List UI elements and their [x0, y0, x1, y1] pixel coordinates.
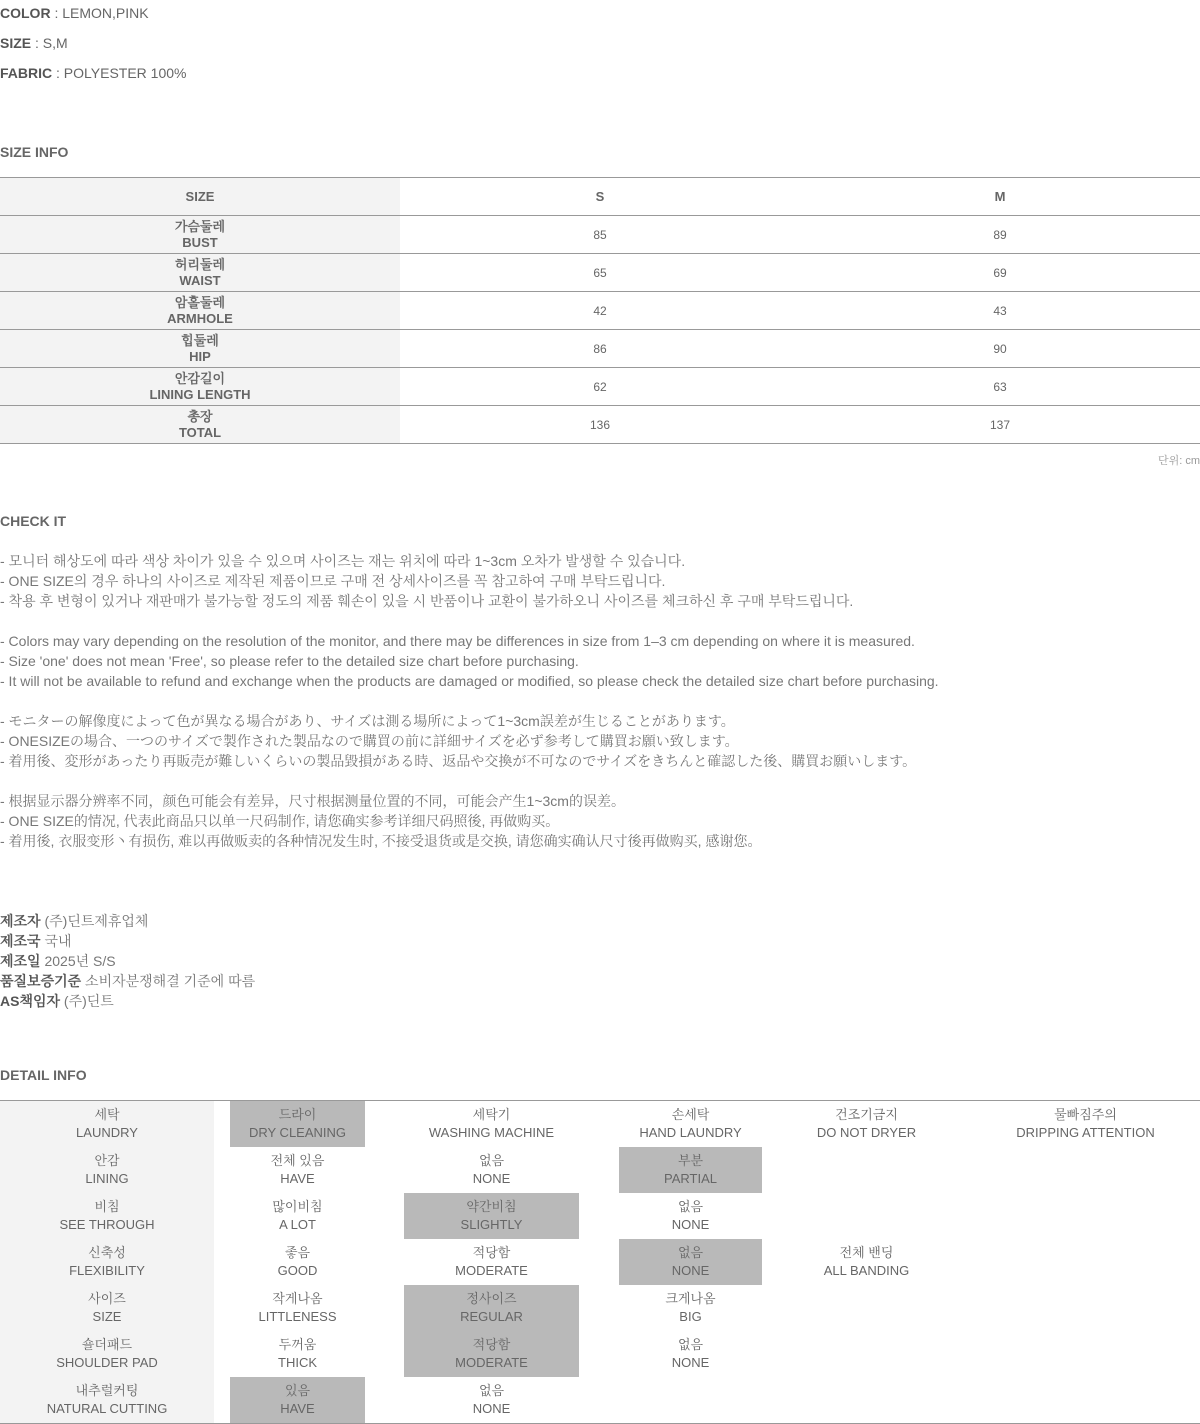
detail-table — [0, 1100, 1200, 1424]
detail-option-en: NONE — [671, 1217, 710, 1232]
size-row-label-kr: 암홀둘레 — [174, 294, 226, 310]
spec-label: FABRIC — [0, 65, 53, 81]
check-line: - ONE SIZE의 경우 하나의 사이즈로 제작된 제품이므로 구매 전 상세사이즈를 꼭 참고하여 구매 부탁드립니다. — [0, 573, 666, 589]
detail-gap — [214, 1239, 230, 1285]
detail-option — [230, 1193, 365, 1239]
detail-label-kr: 내추럴커팅 — [75, 1383, 139, 1398]
detail-row-label-cell — [0, 1331, 214, 1377]
detail-option — [762, 1147, 971, 1193]
detail-row-label-cell — [0, 1285, 214, 1331]
detail-option — [404, 1193, 579, 1239]
detail-option — [619, 1193, 762, 1239]
size-row-label-en: BUST — [182, 234, 218, 250]
detail-option — [619, 1377, 762, 1424]
detail-option-kr: 없음 — [478, 1153, 505, 1168]
detail-row — [0, 1285, 1200, 1331]
detail-option-cell — [619, 1285, 762, 1331]
detail-option-en: THICK — [278, 1355, 317, 1370]
detail-option-cell — [230, 1239, 365, 1285]
detail-gap — [579, 1331, 619, 1377]
detail-row-label — [0, 1239, 214, 1285]
detail-option-cell — [404, 1147, 579, 1193]
detail-option-en: HAVE — [280, 1401, 315, 1416]
detail-option — [404, 1239, 579, 1285]
detail-option-cell — [762, 1193, 971, 1239]
detail-option — [971, 1377, 1200, 1424]
detail-row-label-cell — [0, 1239, 214, 1285]
maker-label: 품질보증기준 — [0, 973, 82, 989]
size-table-row — [0, 368, 1200, 406]
detail-gap — [365, 1239, 404, 1285]
check-line: - ONE SIZE的情况, 代表此商品只以单一尺码制作, 请您确实参考详细尺码照後, 再做购买。 — [0, 813, 560, 829]
detail-label-kr: 사이즈 — [88, 1291, 126, 1306]
size-table-row — [0, 216, 1200, 254]
size-row-label — [0, 330, 400, 368]
size-value-s: 42 — [400, 292, 800, 330]
detail-option-cell — [971, 1101, 1200, 1147]
check-line: - 着用後、変形があったり再販売が難しいくらいの製品毀損がある時、返品や交換が不可なのでサイズをきちんと確認した後、購買お願いします。 — [0, 753, 917, 769]
detail-gap — [214, 1193, 230, 1239]
detail-row-label-cell — [0, 1147, 214, 1193]
detail-info-title: DETAIL INFO — [0, 1067, 87, 1083]
detail-option-kr: 부분 — [677, 1153, 704, 1168]
detail-option — [404, 1285, 579, 1331]
detail-option-kr: 약간비침 — [466, 1199, 517, 1214]
detail-option-en: LITTLENESS — [258, 1309, 337, 1324]
detail-option-en: BIG — [679, 1309, 702, 1324]
check-line: - モニターの解像度によって色が異なる場合があり、サイズは測る場所によって1~3cm誤差が生じることがあります。 — [0, 713, 735, 729]
detail-row — [0, 1101, 1200, 1148]
size-row-label-en: TOTAL — [178, 424, 222, 440]
detail-option-kr: 많이비침 — [272, 1199, 323, 1214]
detail-option-en: HAVE — [280, 1171, 315, 1186]
detail-option-kr: 물빠짐주의 — [1054, 1107, 1117, 1122]
detail-option — [762, 1285, 971, 1331]
detail-option — [404, 1147, 579, 1193]
size-value-s: 62 — [400, 368, 800, 406]
size-row-label-kr: 허리둘레 — [174, 256, 226, 272]
detail-option-kr: 없음 — [478, 1383, 505, 1398]
size-value-s: 85 — [400, 216, 800, 254]
detail-option-kr: 적당함 — [472, 1245, 511, 1260]
size-row-label-en: HIP — [189, 348, 211, 364]
detail-option-kr: 건조기금지 — [835, 1107, 898, 1122]
maker-label: 제조일 — [0, 953, 41, 969]
maker-value: 소비자분쟁해결 기준에 따름 — [81, 973, 256, 989]
detail-gap — [579, 1377, 619, 1424]
detail-gap — [365, 1331, 404, 1377]
detail-option-cell — [619, 1193, 762, 1239]
size-row-label — [0, 254, 400, 292]
size-value-m: 63 — [800, 368, 1200, 406]
detail-row-label-cell — [0, 1193, 214, 1239]
detail-table-body — [0, 1101, 1200, 1424]
detail-option-en: DRY CLEANING — [248, 1125, 347, 1140]
maker-as — [0, 991, 114, 1011]
detail-label-en: SHOULDER PAD — [56, 1355, 158, 1370]
size-header-s: S — [400, 178, 800, 216]
check-english — [0, 631, 939, 691]
detail-option — [619, 1101, 762, 1148]
detail-label-kr: 비침 — [94, 1199, 120, 1214]
detail-option-selected — [619, 1239, 762, 1285]
detail-row — [0, 1239, 1200, 1285]
detail-label-kr: 신축성 — [88, 1245, 126, 1260]
size-header-m: M — [800, 178, 1200, 216]
detail-option-en: DO NOT DRYER — [816, 1125, 917, 1140]
detail-option — [762, 1193, 971, 1239]
detail-gap — [214, 1101, 230, 1148]
detail-option — [762, 1377, 971, 1424]
detail-option — [619, 1239, 762, 1285]
maker-country — [0, 931, 72, 951]
size-table-row — [0, 406, 1200, 444]
detail-option — [230, 1377, 365, 1424]
check-line: - 根据显示器分辨率不同，颜色可能会有差异，尺寸根据测量位置的不同，可能会产生1~3cm的误差。 — [0, 793, 625, 809]
detail-option — [762, 1331, 971, 1377]
check-chinese — [0, 791, 761, 851]
detail-gap — [214, 1147, 230, 1193]
maker-value: 국내 — [40, 933, 72, 949]
detail-option — [230, 1147, 365, 1193]
spec-value: : LEMON,PINK — [50, 5, 149, 21]
detail-option — [762, 1101, 971, 1148]
maker-value: (주)딘트 — [60, 993, 114, 1009]
detail-label-en: SIZE — [92, 1309, 122, 1324]
detail-option-cell — [762, 1331, 971, 1377]
check-line: - 모니터 해상도에 따라 색상 차이가 있을 수 있으며 사이즈는 재는 위치에 따라 1~3cm 오차가 발생할 수 있습니다. — [0, 553, 686, 569]
spec-label: COLOR — [0, 5, 51, 21]
detail-option — [971, 1101, 1200, 1148]
check-line: - ONESIZEの場合、一つのサイズで製作された製品なので購買の前に詳細サイズを必ず参考して購買お願い致します。 — [0, 733, 739, 749]
detail-option-en: NONE — [671, 1355, 710, 1370]
size-table-body — [0, 216, 1200, 444]
size-value-s: 86 — [400, 330, 800, 368]
detail-option-kr: 세탁기 — [472, 1107, 511, 1122]
detail-option-cell — [762, 1101, 971, 1147]
detail-label-en: LINING — [85, 1171, 129, 1186]
size-value-m: 69 — [800, 254, 1200, 292]
spec-color — [0, 3, 149, 23]
detail-option-cell — [971, 1239, 1200, 1285]
detail-option-cell — [404, 1239, 579, 1285]
detail-label-en: NATURAL CUTTING — [46, 1401, 168, 1416]
detail-option-en: A LOT — [279, 1217, 316, 1232]
detail-option-en: SLIGHTLY — [460, 1217, 523, 1232]
detail-option-kr: 전체 있음 — [270, 1153, 325, 1168]
detail-option — [230, 1101, 365, 1148]
maker-quality — [0, 971, 255, 991]
size-row-label-kr: 가슴둘레 — [174, 218, 226, 234]
detail-option-en: MODERATE — [455, 1263, 528, 1278]
detail-option-cell — [230, 1285, 365, 1331]
detail-row-label — [0, 1101, 214, 1148]
detail-row — [0, 1193, 1200, 1239]
detail-row-label — [0, 1285, 214, 1331]
detail-option — [404, 1331, 579, 1377]
detail-option — [404, 1377, 579, 1424]
detail-option-selected — [230, 1101, 365, 1147]
detail-option-kr: 적당함 — [472, 1337, 511, 1352]
detail-option-cell — [619, 1377, 762, 1423]
maker-value: (주)딘트제휴업체 — [40, 913, 149, 929]
detail-label-en: LAUNDRY — [76, 1125, 138, 1140]
detail-gap — [579, 1239, 619, 1285]
detail-row — [0, 1331, 1200, 1377]
size-row-label-en: WAIST — [179, 272, 221, 288]
detail-option-selected — [230, 1377, 365, 1423]
maker-label: 제조국 — [0, 933, 41, 949]
size-value-s: 136 — [400, 406, 800, 444]
check-line: - 着用後, 衣服变形丶有损伤, 难以再做贩卖的各种情况发生时, 不接受退货或是交换, 请您确实确认尺寸後再做购买, 感谢您。 — [0, 833, 762, 849]
detail-label-kr: 안감 — [94, 1153, 120, 1168]
check-line: - It will not be available to refund and exchange when the products are damaged or modified, so please check the detailed size chart before purchasing. — [0, 673, 939, 689]
detail-option-cell — [762, 1239, 971, 1285]
maker-label: 제조자 — [0, 913, 41, 929]
detail-gap — [214, 1285, 230, 1331]
detail-gap — [579, 1101, 619, 1148]
size-row-label-kr: 총장 — [187, 408, 213, 424]
detail-option — [971, 1239, 1200, 1285]
detail-option-cell — [762, 1147, 971, 1193]
detail-option-cell — [971, 1377, 1200, 1423]
detail-option — [619, 1285, 762, 1331]
detail-option — [404, 1101, 579, 1148]
detail-option-en: NONE — [472, 1401, 511, 1416]
detail-gap — [365, 1193, 404, 1239]
check-japanese — [0, 711, 916, 771]
detail-option — [230, 1285, 365, 1331]
detail-option-cell — [971, 1331, 1200, 1377]
size-table-row — [0, 292, 1200, 330]
detail-option-en: GOOD — [277, 1263, 318, 1278]
detail-row — [0, 1147, 1200, 1193]
detail-option — [762, 1239, 971, 1285]
detail-label-en: FLEXIBILITY — [69, 1263, 145, 1278]
spec-label: SIZE — [0, 35, 32, 51]
detail-option-cell — [762, 1285, 971, 1331]
unit-note: 단위: cm — [1157, 455, 1200, 467]
detail-option-en: REGULAR — [460, 1309, 523, 1324]
maker-label: AS책임자 — [0, 993, 61, 1009]
detail-option — [619, 1331, 762, 1377]
detail-option-cell — [619, 1331, 762, 1377]
spec-fabric — [0, 63, 186, 83]
detail-option-cell — [230, 1147, 365, 1193]
spec-size — [0, 33, 68, 53]
detail-option-en: HAND LAUNDRY — [639, 1125, 742, 1140]
detail-option-en: PARTIAL — [664, 1171, 717, 1186]
detail-option-kr: 크게나옴 — [665, 1291, 716, 1306]
maker-value: 2025년 S/S — [40, 953, 116, 969]
detail-option-en: NONE — [472, 1171, 511, 1186]
detail-option-cell — [404, 1377, 579, 1423]
size-header-size: SIZE — [0, 178, 400, 216]
detail-option-cell — [404, 1101, 579, 1147]
check-line: - Colors may vary depending on the resolution of the monitor, and there may be differences in size from 1–3 cm depending on where it is measured. — [0, 633, 915, 649]
detail-option-en: MODERATE — [455, 1355, 528, 1370]
detail-row-label — [0, 1147, 214, 1193]
spec-value: : S,M — [31, 35, 68, 51]
detail-row-label — [0, 1331, 214, 1377]
maker-manufacturer — [0, 911, 148, 931]
size-table-row — [0, 254, 1200, 292]
detail-option-kr: 두꺼움 — [278, 1337, 317, 1352]
detail-option-en: NONE — [671, 1263, 710, 1278]
detail-option — [971, 1285, 1200, 1331]
detail-gap — [365, 1377, 404, 1424]
detail-option-cell — [971, 1147, 1200, 1193]
detail-gap — [365, 1101, 404, 1148]
spec-value: : POLYESTER 100% — [52, 65, 187, 81]
detail-option-kr: 드라이 — [278, 1107, 317, 1122]
size-row-label-kr: 힙둘레 — [181, 332, 219, 348]
detail-option-selected — [404, 1193, 579, 1239]
detail-option — [619, 1147, 762, 1193]
detail-gap — [579, 1147, 619, 1193]
detail-gap — [579, 1193, 619, 1239]
detail-option-kr: 전체 밴딩 — [839, 1245, 894, 1260]
check-line: - 착용 후 변형이 있거나 재판매가 불가능할 정도의 제품 훼손이 있을 시 반품이나 교환이 불가하오니 사이즈를 체크하신 후 구매 부탁드립니다. — [0, 593, 854, 609]
detail-option-selected — [404, 1285, 579, 1331]
size-table-row — [0, 330, 1200, 368]
size-row-label-en: ARMHOLE — [167, 310, 233, 326]
detail-option-selected — [404, 1331, 579, 1377]
size-table — [0, 177, 1200, 444]
size-row-label — [0, 216, 400, 254]
detail-label-kr: 세탁 — [94, 1107, 120, 1122]
size-info-title: SIZE INFO — [0, 144, 69, 160]
detail-row-label — [0, 1377, 214, 1424]
detail-option-cell — [971, 1285, 1200, 1331]
detail-option — [971, 1331, 1200, 1377]
detail-option-cell — [230, 1193, 365, 1239]
detail-option-kr: 없음 — [677, 1199, 704, 1214]
size-row-label — [0, 368, 400, 406]
detail-option-kr: 손세탁 — [671, 1107, 710, 1122]
detail-option-cell — [762, 1377, 971, 1423]
check-it-title: CHECK IT — [0, 513, 67, 529]
detail-option-kr: 없음 — [677, 1245, 704, 1260]
detail-gap — [579, 1285, 619, 1331]
detail-option — [971, 1193, 1200, 1239]
detail-label-en: SEE THROUGH — [59, 1217, 155, 1232]
detail-option — [971, 1147, 1200, 1193]
size-value-m: 137 — [800, 406, 1200, 444]
detail-row — [0, 1377, 1200, 1424]
detail-option — [230, 1239, 365, 1285]
size-table-header-row — [0, 178, 1200, 216]
detail-gap — [365, 1147, 404, 1193]
detail-option — [230, 1331, 365, 1377]
size-row-label-en: LINING LENGTH — [149, 386, 251, 402]
maker-date — [0, 951, 116, 971]
size-value-s: 65 — [400, 254, 800, 292]
detail-option-cell — [971, 1193, 1200, 1239]
size-row-label — [0, 406, 400, 444]
detail-row-label — [0, 1193, 214, 1239]
detail-option-en: DRIPPING ATTENTION — [1016, 1125, 1155, 1140]
detail-row-label-cell — [0, 1377, 214, 1423]
detail-option-kr: 정사이즈 — [466, 1291, 517, 1306]
detail-option-kr: 좋음 — [284, 1245, 311, 1260]
detail-option-kr: 작게나옴 — [272, 1291, 323, 1306]
detail-option-en: WASHING MACHINE — [428, 1125, 555, 1140]
check-line: - Size 'one' does not mean 'Free', so please refer to the detailed size chart before purchasing. — [0, 653, 579, 669]
size-value-m: 89 — [800, 216, 1200, 254]
detail-option-selected — [619, 1147, 762, 1193]
detail-gap — [365, 1285, 404, 1331]
detail-label-kr: 숄더패드 — [81, 1337, 133, 1352]
detail-option-kr: 있음 — [284, 1383, 311, 1398]
size-row-label — [0, 292, 400, 330]
detail-gap — [214, 1331, 230, 1377]
size-row-label-kr: 안감길이 — [174, 370, 226, 386]
detail-option-cell — [230, 1331, 365, 1377]
detail-option-en: ALL BANDING — [823, 1263, 910, 1278]
detail-option-kr: 없음 — [677, 1337, 704, 1352]
detail-option-cell — [619, 1101, 762, 1147]
detail-row-label-cell — [0, 1101, 214, 1147]
size-value-m: 90 — [800, 330, 1200, 368]
check-korean — [0, 551, 853, 611]
size-value-m: 43 — [800, 292, 1200, 330]
detail-gap — [214, 1377, 230, 1424]
